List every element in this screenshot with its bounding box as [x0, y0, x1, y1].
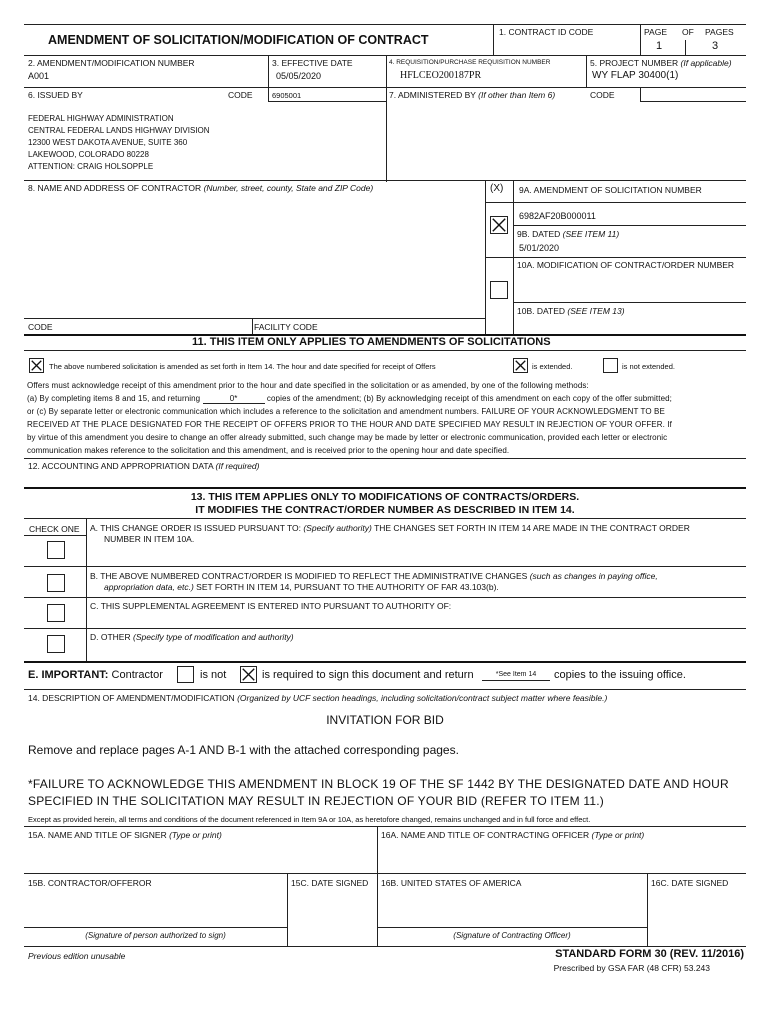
united-states-label: 16B. UNITED STATES OF AMERICA	[381, 878, 522, 888]
x-column-label: (X)	[490, 183, 504, 194]
item13-heading-1: 13. THIS ITEM APPLIES ONLY TO MODIFICATIONS OF CONTRACTS/ORDERS.	[190, 491, 580, 503]
is-required-label: is required to sign this document and return	[262, 669, 474, 681]
item11-line: Offers must acknowledge receipt of this amendment prior to the hour and date specified in the solicitation or as amended, by one of the following methods:	[27, 381, 589, 390]
is-not-extended-label: is not extended.	[622, 362, 675, 371]
contractor-offeror-label: 15B. CONTRACTOR/OFFEROR	[28, 878, 152, 888]
is-not-checkbox[interactable]	[177, 666, 194, 683]
previous-edition: Previous edition unusable	[28, 951, 126, 961]
not-extended-checkbox[interactable]	[603, 358, 618, 373]
item11-line: (a) By completing items 8 and 15, and returning 0* copies of the amendment; (b) By acknowledging receipt of this amendment on each copy of the offer submitted;	[27, 394, 673, 403]
item13c-text: C. THIS SUPPLEMENTAL AGREEMENT IS ENTERED INTO PURSUANT TO AUTHORITY OF:	[90, 601, 452, 611]
administered-by-label: 7. ADMINISTERED BY (If other than Item 6)	[389, 90, 556, 100]
copies-to-label: copies to the issuing office.	[554, 669, 686, 681]
extended-checkbox[interactable]	[513, 358, 528, 373]
remove-replace-text: Remove and replace pages A-1 AND B-1 with the attached corresponding pages.	[28, 743, 459, 757]
item11-amended-text: The above numbered solicitation is amended as set forth in Item 14. The hour and date specified for receipt of Offers	[49, 362, 436, 371]
item11-line: communication makes reference to the solicitation and this amendment, and is received prior to the opening hour and date specified.	[27, 446, 510, 455]
item11-line: RECEIVED AT THE PLACE DESIGNATED FOR THE RECEIPT OF OFFERS PRIOR TO THE HOUR AND DATE SPECIFIED MAY RESULT IN REJECTION OF YOUR OFFER. If	[27, 420, 672, 429]
item9-checkbox[interactable]	[490, 216, 508, 234]
issued-by-label: 6. ISSUED BY	[28, 90, 83, 100]
check-one-label: CHECK ONE	[29, 524, 80, 534]
copies-to-return-value: *See Item 14	[482, 671, 550, 681]
item10-checkbox[interactable]	[490, 281, 508, 299]
contract-id-label: 1. CONTRACT ID CODE	[499, 27, 594, 37]
effective-date-label: 3. EFFECTIVE DATE	[272, 58, 353, 68]
form-title: AMENDMENT OF SOLICITATION/MODIFICATION OF CONTRACT	[48, 33, 429, 47]
prescribed-by: Prescribed by GSA FAR (48 CFR) 53.243	[553, 963, 710, 973]
important-row: E. IMPORTANT: Contractor	[28, 669, 163, 681]
item13c-checkbox[interactable]	[47, 604, 65, 622]
pages-label: PAGES	[705, 27, 734, 37]
item13-heading-2: IT MODIFIES THE CONTRACT/ORDER NUMBER AS DESCRIBED IN ITEM 14.	[195, 504, 575, 516]
item13b-text: B. THE ABOVE NUMBERED CONTRACT/ORDER IS MODIFIED TO REFLECT THE ADMINISTRATIVE CHANGES (such as changes in paying office, appropriation data, etc.) SET FORTH IN ITEM 14, PURSUANT TO THE AUTHORITY OF FAR 43.103(b).	[90, 571, 658, 592]
item12-label: 12. ACCOUNTING AND APPROPRIATION DATA (If required)	[28, 461, 260, 471]
project-number-value: WY FLAP 30400(1)	[592, 70, 679, 81]
issuer-line: LAKEWOOD, COLORADO 80228	[28, 150, 149, 159]
issuer-line: ATTENTION: CRAIG HOLSOPPLE	[28, 162, 154, 171]
item13b-checkbox[interactable]	[47, 574, 65, 592]
invitation-for-bid: INVITATION FOR BID	[326, 713, 444, 727]
issuer-line: 12300 WEST DAKOTA AVENUE, SUITE 360	[28, 138, 188, 147]
page-number: 1	[656, 40, 663, 52]
requisition-value: HFLCEO200187PR	[400, 70, 482, 81]
failure-text-2: SPECIFIED IN THE SOLICITATION MAY RESULT IN REJECTION OF YOUR BID (REFER TO ITEM 11.)	[28, 794, 604, 808]
amendment-number-label: 2. AMENDMENT/MODIFICATION NUMBER	[28, 58, 195, 68]
of-label: OF	[682, 27, 694, 37]
item11-instructions	[27, 379, 747, 457]
item13a-text: A. THIS CHANGE ORDER IS ISSUED PURSUANT TO: (Specify authority) THE CHANGES SET FORTH IN ITEM 14 ARE MADE IN THE CONTRACT ORDER NUMBER IN ITEM 10A.	[90, 523, 690, 544]
item11-line: or (c) By separate letter or electronic communication which includes a reference to the solicitation and amendment numbers. FAILURE OF YOUR ACKNOWLEDGMENT TO BE	[27, 407, 665, 416]
item9b-label: 9B. DATED (SEE ITEM 11)	[517, 229, 620, 239]
issuer-line: FEDERAL HIGHWAY ADMINISTRATION	[28, 114, 174, 123]
contractor-code-label: CODE	[28, 322, 53, 332]
item14-label: 14. DESCRIPTION OF AMENDMENT/MODIFICATION (Organized by UCF section headings, including solicitation/contract subject matter where feasible.)	[28, 693, 608, 703]
officer-date-label: 16C. DATE SIGNED	[651, 878, 729, 888]
issued-code-value: 6905001	[272, 91, 302, 100]
officer-name-label: 16A. NAME AND TITLE OF CONTRACTING OFFICER (Type or print)	[381, 830, 645, 840]
is-extended-label: is extended.	[532, 362, 573, 371]
item9b-value: 5/01/2020	[519, 243, 560, 253]
amendment-number-value: A001	[28, 71, 50, 81]
requisition-label: 4. REQUISITION/PURCHASE REQUISITION NUMBER	[389, 59, 551, 66]
administered-code-box	[640, 88, 746, 102]
item10a-label: 10A. MODIFICATION OF CONTRACT/ORDER NUMBER	[517, 260, 735, 270]
is-required-checkbox[interactable]	[240, 666, 257, 683]
item13d-text: D. OTHER (Specify type of modification and authority)	[90, 632, 294, 642]
item13d-checkbox[interactable]	[47, 635, 65, 653]
item10b-label: 10B. DATED (SEE ITEM 13)	[517, 306, 625, 316]
issuer-line: CENTRAL FEDERAL LANDS HIGHWAY DIVISION	[28, 126, 210, 135]
item9a-value: 6982AF20B000011	[519, 211, 596, 221]
effective-date-value: 05/05/2020	[276, 71, 322, 81]
item9a-label: 9A. AMENDMENT OF SOLICITATION NUMBER	[519, 185, 702, 195]
copies-returned-value: 0*	[203, 394, 265, 404]
signature-officer-caption: (Signature of Contracting Officer)	[453, 931, 571, 940]
is-not-label: is not	[200, 669, 227, 681]
facility-code-label: FACILITY CODE	[254, 322, 318, 332]
item13a-checkbox[interactable]	[47, 541, 65, 559]
contractor-label: 8. NAME AND ADDRESS OF CONTRACTOR (Number, street, county, State and ZIP Code)	[28, 183, 374, 193]
signer-name-label: 15A. NAME AND TITLE OF SIGNER (Type or print)	[28, 830, 222, 840]
total-pages: 3	[712, 40, 719, 52]
page-label: PAGE	[644, 27, 667, 37]
project-number-label: 5. PROJECT NUMBER (If applicable)	[590, 58, 732, 68]
contractor-date-label: 15C. DATE SIGNED	[291, 878, 369, 888]
signature-person-caption: (Signature of person authorized to sign)	[85, 931, 226, 940]
standard-form-number: STANDARD FORM 30 (REV. 11/2016)	[555, 948, 744, 960]
item11-amended-checkbox[interactable]	[29, 358, 44, 373]
item11-heading: 11. THIS ITEM ONLY APPLIES TO AMENDMENTS OF SOLICITATIONS	[192, 336, 551, 348]
except-text: Except as provided herein, all terms and conditions of the document referenced in Item 9A or 10A, as heretofore changed, remains unchanged and in full force and effect.	[28, 815, 591, 824]
administered-code-label: CODE	[590, 90, 615, 100]
failure-text-1: *FAILURE TO ACKNOWLEDGE THIS AMENDMENT IN BLOCK 19 OF THE SF 1442 BY THE DESIGNATED DATE AND HOUR	[28, 777, 729, 791]
issued-code-label: CODE	[228, 90, 253, 100]
issuer-address	[28, 113, 210, 173]
item11-line: by virtue of this amendment you desire to change an offer already submitted, such change may be made by letter or electronic communication, provided each letter or electronic	[27, 433, 668, 442]
